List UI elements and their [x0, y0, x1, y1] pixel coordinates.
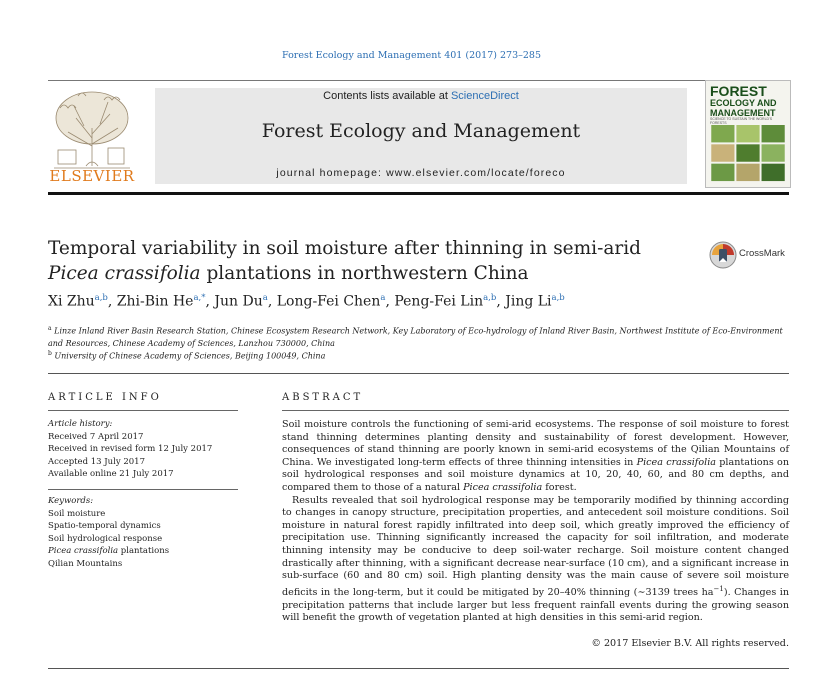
abstract-species: Picea crassifolia	[636, 456, 716, 468]
homepage-link[interactable]: www.elsevier.com/locate/foreco	[386, 167, 566, 179]
abstract-text: ∼	[637, 586, 646, 598]
keyword-species: Picea crassifolia	[48, 546, 119, 556]
section-divider	[48, 373, 789, 374]
keyword-item: Spatio-temporal dynamics	[48, 521, 161, 531]
keywords-rule	[48, 489, 238, 490]
history-item: Received 7 April 2017	[48, 431, 144, 442]
homepage-prefix: journal homepage:	[276, 167, 383, 179]
keywords-block	[48, 495, 248, 570]
author-name[interactable]: Jun Du	[214, 293, 263, 310]
title-species: Picea crassifolia	[48, 263, 201, 284]
author-affil-mark[interactable]: a,b	[94, 293, 108, 303]
abstract-text: forest.	[542, 481, 577, 493]
cover-title-line-3: MANAGEMENT	[710, 108, 776, 118]
abstract-species: Picea crassifolia	[463, 481, 543, 493]
cover-title-line-2: ECOLOGY AND	[710, 98, 777, 108]
title-part-1: Temporal variability in soil moisture after thinning in semi-arid	[48, 238, 641, 259]
abstract-text: ). Changes in precipitation patterns that include larger but less frequent rainfall events during the growing season will benefit the growth of vegetation planted at high densities in this semi-arid region.	[282, 586, 789, 624]
abstract-paragraph-1	[282, 419, 789, 495]
cover-photo-grid	[710, 125, 786, 183]
abstract-text: Soil moisture controls the functioning of semi-arid ecosystems. The response of soil moisture to forest stand thinning determines planting density and sustainability of forest development. However, consequences of stand thinning are poorly known in semi-arid ecosystems of the Qilian Mountains of China. We investigated long-term effects of three thinning intensities in	[282, 419, 789, 468]
author-name[interactable]: Xi Zhu	[48, 293, 95, 310]
author-affil-mark[interactable]: a,*	[193, 293, 206, 303]
abstract-text: 3139 trees ha	[645, 586, 714, 598]
journal-citation[interactable]: Forest Ecology and Management 401 (2017) 273–285	[282, 50, 541, 61]
journal-homepage	[155, 167, 687, 179]
affiliation-a	[48, 323, 788, 350]
elsevier-wordmark: ELSEVIER	[49, 167, 135, 185]
abstract-heading: ABSTRACT	[282, 392, 364, 403]
article-title	[48, 236, 688, 286]
abstract-text: Results revealed that soil hydrological response may be temporarily modified by thinning according to changes in canopy structure, precipitation properties, and antecedent soil moisture conditions. Soil moisture in natural forest rapidly infiltrated into deep soil, which greatly improved the efficiency of precipitation use. Thinning significantly increased the capacity for soil infiltration, and moderate thinning intensity may be conducive to deep soil-water recharge. Soil moisture content changed drastically after thinning, with a significant decrease near-surface (10 cm), and a significant increase in sub-surface (60 and 80 cm) soil. High planting density was the main cause of severe soil moisture deficits in the long-term, but it could be mitigated by 20–40% thinning (	[282, 494, 789, 598]
keywords-label: Keywords:	[48, 496, 94, 506]
affiliation-text: Linze Inland River Basin Research Station, Chinese Ecosystem Research Network, Key Laboratory of Eco-hydrology of Inland River Basin, Northwest Institute of Eco-Environment and Resources, Chinese Academy of Sciences, Lanzhou 730000, China	[48, 326, 783, 348]
affiliation-mark: a	[48, 325, 52, 332]
affiliation-text: University of Chinese Academy of Sciences, Beijing 100049, China	[54, 351, 326, 361]
sciencedirect-link[interactable]: ScienceDirect	[450, 90, 519, 102]
author-affil-mark[interactable]: a	[380, 293, 386, 303]
history-item: Received in revised form 12 July 2017	[48, 444, 213, 454]
history-item: Accepted 13 July 2017	[48, 456, 145, 467]
keyword-item: Soil hydrological response	[48, 533, 163, 544]
article-history	[48, 418, 248, 481]
author-list: Xi Zhu$^{a,b}$, Zhi-Bin $He^{a,*}$, Jun Du$^a$, Long-Fei Chen$^a$, Peng-Fei Lin$^{a,b}$, Jing Li$^{a,b}$	[48, 293, 565, 310]
history-label: Article history:	[48, 419, 113, 429]
footer-rule	[48, 668, 789, 669]
abstract-paragraph-2	[282, 495, 789, 625]
author-affil-mark[interactable]: a,b	[551, 293, 565, 303]
abstract-text: plantations on soil hydrological responses and soil moisture dynamics at 10, 20, 40, 60, and 80 cm depths, and compared them to those of a natural	[282, 456, 789, 493]
author-name[interactable]: Zhi-Bin He	[116, 293, 194, 310]
copyright-notice: © 2017 Elsevier B.V. All rights reserved.	[591, 638, 789, 649]
cover-subtitle: SCIENCE TO SUSTAIN THE WORLD'S FORESTS	[710, 117, 773, 125]
header-thick-rule	[48, 192, 789, 195]
article-info-heading: ARTICLE INFO	[48, 392, 162, 403]
crossmark-label[interactable]: CrossMark	[739, 248, 785, 259]
crossmark-icon[interactable]	[708, 240, 738, 270]
history-item: Available online 21 July 2017	[48, 469, 174, 479]
cover-title-line-1: FOREST	[710, 83, 767, 99]
keyword-item: Soil moisture	[48, 508, 106, 519]
contents-prefix: Contents lists available at	[323, 90, 448, 102]
journal-cover[interactable]	[705, 80, 791, 188]
author-name[interactable]: Long-Fei Chen	[276, 293, 381, 310]
keyword-item	[48, 545, 248, 558]
cover-title	[710, 85, 777, 118]
affiliation-mark: b	[48, 350, 52, 357]
title-part-2: plantations in northwestern China	[200, 263, 529, 284]
header-top-rule	[48, 80, 789, 81]
author-name[interactable]: Peng-Fei Lin	[394, 293, 484, 310]
journal-title: Forest Ecology and Management	[261, 120, 581, 142]
abstract-rule	[282, 410, 789, 411]
author-affil-mark[interactable]: a	[262, 293, 268, 303]
affiliation-b	[48, 348, 788, 363]
author-name[interactable]: Jing Li	[505, 293, 552, 310]
keyword-item: Qilian Mountains	[48, 558, 123, 569]
article-info-rule	[48, 410, 238, 411]
abstract-superscript: −1	[713, 584, 724, 593]
abstract-body	[282, 419, 789, 625]
contents-line	[155, 90, 687, 102]
author-affil-mark[interactable]: a,b	[483, 293, 497, 303]
keyword-suffix: plantations	[118, 546, 170, 556]
